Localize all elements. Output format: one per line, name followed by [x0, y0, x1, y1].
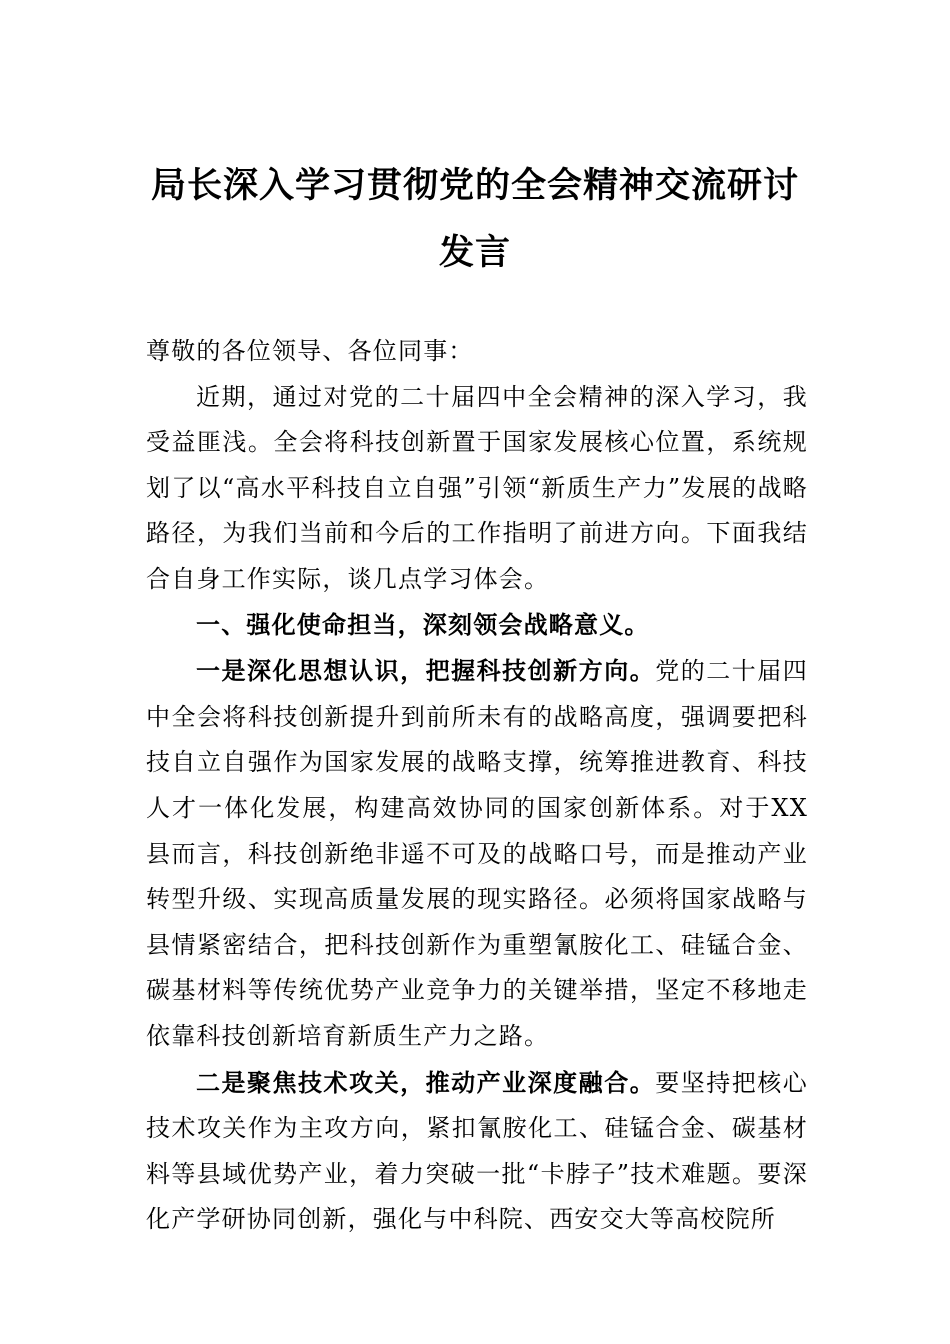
salutation: 尊敬的各位领导、各位同事：: [146, 337, 474, 365]
document-title-line-1: 局长深入学习贯彻党的全会精神交流研讨: [150, 165, 799, 206]
point-2-text: 要坚持把核心技术攻关作为主攻方向，紧扣氰胺化工、硅锰合金、碳基材料等县域优势产业，着力突破一批“卡脖子”技术难题。要深化产学研协同创新，强化与中科院、西安交大等高校院所: [146, 1068, 808, 1234]
point-1-paragraph: [146, 648, 808, 1059]
point-1-text: 党的二十届四中全会将科技创新提升到前所未有的战略高度，强调要把科技自立自强作为国家发展的战略支撑，统筹推进教育、科技人才一体化发展，构建高效协同的国家创新体系。对于XX县而言，科技创新绝非遥不可及的战略口号，而是推动产业转型升级、实现高质量发展的现实路径。必须将国家战略与县情紧密结合，把科技创新作为重塑氰胺化工、硅锰合金、碳基材料等传统优势产业竞争力的关键举措，坚定不移地走依靠科技创新培育新质生产力之路。: [146, 657, 808, 1050]
point-2-lead: 二是聚焦技术攻关，推动产业深度融合。: [196, 1067, 656, 1097]
document-body: [146, 329, 808, 1243]
document-title-line-2: 发言: [438, 232, 511, 273]
point-2-paragraph: [146, 1060, 808, 1243]
point-1-lead: 一是深化思想认识，把握科技创新方向。: [196, 656, 656, 686]
section-1-heading: 一、强化使命担当，深刻领会战略意义。: [196, 610, 650, 639]
intro-paragraph: 近期，通过对党的二十届四中全会精神的深入学习，我受益匪浅。全会将科技创新置于国家发展核心位置，系统规划了以“高水平科技自立自强”引领“新质生产力”发展的战略路径，为我们当前和今后的工作指明了前进方向。下面我结合自身工作实际，谈几点学习体会。: [146, 382, 808, 593]
